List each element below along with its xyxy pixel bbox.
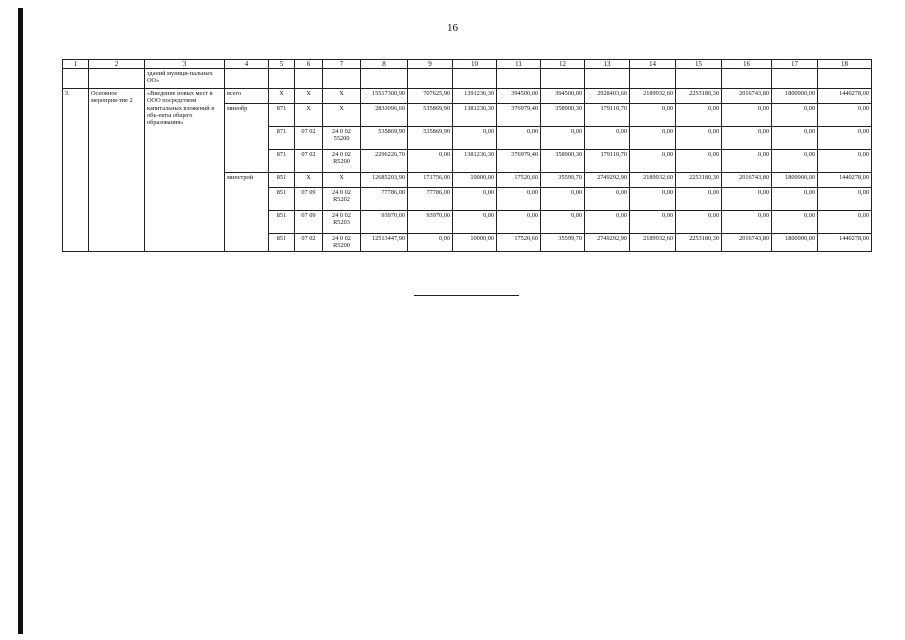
amount-cell: 0,00 [722,104,772,127]
amount-cell: 0,00 [497,211,541,234]
amount-cell: 2253180,30 [676,173,722,188]
end-of-table-line [414,295,519,296]
amount-cell: 707625,90 [408,89,453,104]
column-number-5: 5 [269,60,295,69]
amount-cell: 2749292,90 [585,234,630,252]
csr-cell: 24 0 02 R5202 [323,188,361,211]
rzpr-cell: 07 02 [295,234,323,252]
amount-cell: 0,00 [541,127,585,150]
amount-cell: 0,00 [772,211,818,234]
amount-cell: 77786,00 [361,188,408,211]
column-number-row [63,60,872,69]
amount-cell: 0,00 [541,188,585,211]
amount-cell: 93970,00 [408,211,453,234]
table-row [63,89,872,104]
csr-cell: 24 0 02 R5203 [323,211,361,234]
column-number-11: 11 [497,60,541,69]
column-number-10: 10 [453,60,497,69]
amount-cell: 0,00 [585,211,630,234]
amount-cell: 0,00 [408,234,453,252]
amount-cell: 171756,00 [408,173,453,188]
amount-cell: 394500,00 [541,89,585,104]
amount-cell: 0,00 [453,127,497,150]
page-number: 16 [447,22,458,34]
amount-cell: 0,00 [676,127,722,150]
amount-cell: 0,00 [818,150,872,173]
amount-cell: 12513447,90 [361,234,408,252]
grbs-cell: 871 [269,104,295,127]
column-number-12: 12 [541,60,585,69]
amount-cell: 0,00 [497,127,541,150]
amount-cell: 179110,70 [585,150,630,173]
csr-cell: 24 0 02 55200 [323,127,361,150]
amount-cell: 0,00 [722,211,772,234]
amount-cell: 0,00 [772,150,818,173]
amount-cell: 0,00 [676,211,722,234]
amount-cell: 93970,00 [361,211,408,234]
column-number-13: 13 [585,60,630,69]
column-number-9: 9 [408,60,453,69]
amount-cell: 10000,00 [453,173,497,188]
amount-cell: 15517300,90 [361,89,408,104]
grbs-cell: 871 [269,127,295,150]
csr-cell: X [323,104,361,127]
amount-cell: 77786,00 [408,188,453,211]
csr-cell: 24 0 02 R5200 [323,150,361,173]
amount-cell: 0,00 [585,188,630,211]
rzpr-cell: 07 09 [295,211,323,234]
column-number-1: 1 [63,60,89,69]
amount-cell: 0,00 [818,104,872,127]
budget-table [62,59,872,252]
amount-cell: 358900,30 [541,150,585,173]
amount-cell: 0,00 [722,188,772,211]
rzpr-cell: 07 02 [295,127,323,150]
amount-cell: 2189932,60 [630,234,676,252]
column-number-4: 4 [225,60,269,69]
amount-cell: 358900,30 [541,104,585,127]
amount-cell: 1381236,30 [453,104,497,127]
amount-cell: 0,00 [408,150,453,173]
amount-cell: 35599,70 [541,173,585,188]
amount-cell: 394500,00 [497,89,541,104]
csr-cell: X [323,173,361,188]
amount-cell: 0,00 [676,104,722,127]
amount-cell: 1440278,00 [818,173,872,188]
grbs-cell: 851 [269,173,295,188]
amount-cell: 0,00 [818,211,872,234]
amount-cell: 376979,40 [497,150,541,173]
rzpr-cell: X [295,89,323,104]
amount-cell: 10000,00 [453,234,497,252]
amount-cell: 0,00 [630,188,676,211]
amount-cell: 0,00 [722,127,772,150]
column-number-17: 17 [772,60,818,69]
amount-cell: 2253180,30 [676,234,722,252]
column-number-6: 6 [295,60,323,69]
rzpr-cell: X [295,173,323,188]
grbs-cell: 871 [269,150,295,173]
amount-cell: 2296226,70 [361,150,408,173]
amount-cell: 535869,90 [408,104,453,127]
amount-cell: 2253180,30 [676,89,722,104]
amount-cell: 35599,70 [541,234,585,252]
amount-cell: 12685203,90 [361,173,408,188]
amount-cell: 2016743,80 [722,173,772,188]
continuation-row [63,69,872,89]
amount-cell: 1440278,00 [818,89,872,104]
amount-cell: 1381236,30 [453,150,497,173]
amount-cell: 0,00 [676,188,722,211]
grbs-cell: X [269,89,295,104]
column-number-3: 3 [145,60,225,69]
executor-cell: минобр [225,104,269,173]
rzpr-cell: 07 02 [295,150,323,173]
amount-cell: 0,00 [818,127,872,150]
amount-cell: 17520,60 [497,173,541,188]
amount-cell: 0,00 [722,150,772,173]
column-number-18: 18 [818,60,872,69]
rzpr-cell: 07 09 [295,188,323,211]
executor-cell: минстрой [225,173,269,252]
grbs-cell: 851 [269,188,295,211]
column-number-8: 8 [361,60,408,69]
item-name: Основное мероприя-тие 2 [89,89,145,252]
amount-cell: 0,00 [676,150,722,173]
amount-cell: 1440278,00 [818,234,872,252]
amount-cell: 535869,90 [361,127,408,150]
continuation-description: зданий муници-пальных ОО» [145,69,225,89]
amount-cell: 179110,70 [585,104,630,127]
amount-cell: 376979,40 [497,104,541,127]
amount-cell: 0,00 [630,127,676,150]
amount-cell: 0,00 [630,104,676,127]
csr-cell: 24 0 02 R5200 [323,234,361,252]
grbs-cell: 851 [269,234,295,252]
item-number: 3. [63,89,89,252]
rzpr-cell: X [295,104,323,127]
amount-cell: 0,00 [630,211,676,234]
column-number-16: 16 [722,60,772,69]
amount-cell: 0,00 [630,150,676,173]
amount-cell: 0,00 [772,104,818,127]
amount-cell: 0,00 [772,188,818,211]
amount-cell: 1800900,00 [772,234,818,252]
amount-cell: 0,00 [772,127,818,150]
amount-cell: 0,00 [818,188,872,211]
amount-cell: 2833096,60 [361,104,408,127]
amount-cell: 0,00 [497,188,541,211]
column-number-2: 2 [89,60,145,69]
amount-cell: 535869,90 [408,127,453,150]
page-edge-bar [18,8,23,634]
amount-cell: 0,00 [453,188,497,211]
amount-cell: 2749292,90 [585,173,630,188]
amount-cell: 2189932,60 [630,173,676,188]
item-description: «Введение новых мест в ООО посредством капитальных вложений в объ-екты общего образования» [145,89,225,252]
amount-cell: 1800900,00 [772,89,818,104]
executor-cell: всего [225,89,269,104]
amount-cell: 2928403,60 [585,89,630,104]
amount-cell: 17520,60 [497,234,541,252]
column-number-14: 14 [630,60,676,69]
amount-cell: 0,00 [541,211,585,234]
amount-cell: 1391236,30 [453,89,497,104]
amount-cell: 2189932,60 [630,89,676,104]
amount-cell: 2016743,80 [722,234,772,252]
column-number-15: 15 [676,60,722,69]
amount-cell: 2016743,80 [722,89,772,104]
csr-cell: X [323,89,361,104]
amount-cell: 0,00 [585,127,630,150]
column-number-7: 7 [323,60,361,69]
amount-cell: 1800900,00 [772,173,818,188]
grbs-cell: 851 [269,211,295,234]
amount-cell: 0,00 [453,211,497,234]
